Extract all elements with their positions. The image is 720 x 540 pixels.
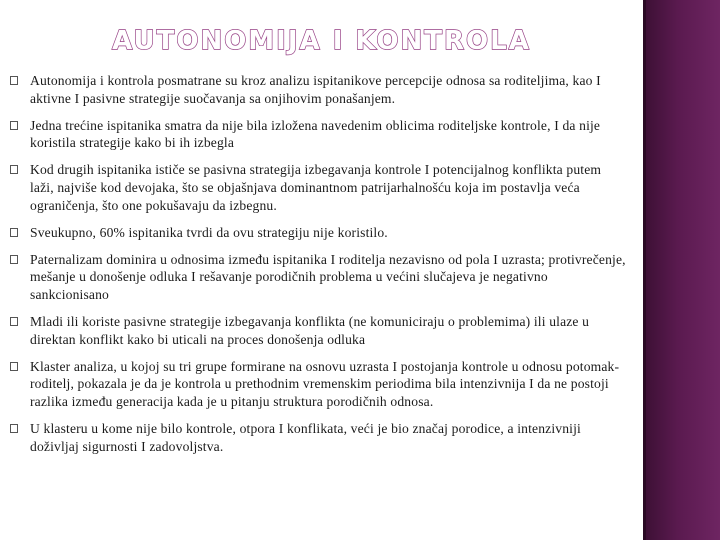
- bullet-text: Kod drugih ispitanika ističe se pasivna strategija izbegavanja kontrole I potencijalnog konflikta putem laži, najviše kod devojaka, što se objašnjava dominantnom patrijarhalnošću koja im postavlja veća ograničenja, što one pokušavaju da izbegnu.: [30, 162, 602, 213]
- bullet-text: Jedna trećine ispitanika smatra da nije bila izložena navedenim oblicima roditeljske kontrole, I da nije koristila strategije kako bi ih izbegla: [30, 117, 601, 151]
- bullet-text: Klaster analiza, u kojoj su tri grupe formirane na osnovu uzrasta I postojanja kontrole u odnosu potomak-roditelj, pokazala je da je kontrola u prethodnim vremenskim periodima bila intenzivnija I da ne postoji razlika između generacija kada je u pitanju struktura porodičnih odnosa.: [30, 358, 620, 409]
- bullet-text: Mladi ili koriste pasivne strategije izbegavanja konflikta (ne komuniciraju o problemima) ili ulaze u direktan konflikt kako bi uticali na proces donošenja odluka: [30, 314, 590, 347]
- square-bullet-icon: [10, 165, 18, 174]
- bullet-text: Sveukupno, 60% ispitanika tvrdi da ovu strategiju nije koristilo.: [30, 224, 388, 240]
- square-bullet-icon: [10, 121, 18, 130]
- bullet-item: [10, 161, 628, 214]
- square-bullet-icon: [10, 255, 18, 264]
- slide-title: AUTONOMIJA I KONTROLA: [112, 26, 531, 56]
- bullet-text: U klasteru u kome nije bilo kontrole, otpora I konflikata, veći je bio značaj porodice, a intenzivniji doživljaj sigurnosti I zadovoljstva.: [30, 421, 581, 454]
- bullet-text: Autonomija i kontrola posmatrane su kroz analizu ispitanikove percepcije odnosa sa roditeljima, kao I aktivne I pasivne strategije suočavanja sa onjihovim ponašanjem.: [30, 73, 601, 106]
- square-bullet-icon: [10, 228, 18, 237]
- square-bullet-icon: [10, 362, 18, 371]
- bullet-list: [10, 72, 628, 465]
- bullet-item: [10, 251, 628, 304]
- square-bullet-icon: [10, 76, 18, 85]
- decorative-side-panel: [643, 0, 720, 540]
- square-bullet-icon: [10, 424, 18, 433]
- bullet-item: [10, 313, 628, 348]
- bullet-text: Paternalizam dominira u odnosima između ispitanika I roditelja nezavisno od pola I uzrasta; protivrečenje, mešanje u donošenje odluka I rešavanje porodičnih problema u većini slučajeva je negativno sankcionisano: [30, 251, 626, 302]
- bullet-item: [10, 420, 628, 455]
- square-bullet-icon: [10, 317, 18, 326]
- side-panel-edge: [643, 0, 646, 540]
- bullet-item: [10, 358, 628, 411]
- bullet-item: [10, 117, 628, 152]
- bullet-item: [10, 72, 628, 107]
- bullet-item: [10, 224, 628, 242]
